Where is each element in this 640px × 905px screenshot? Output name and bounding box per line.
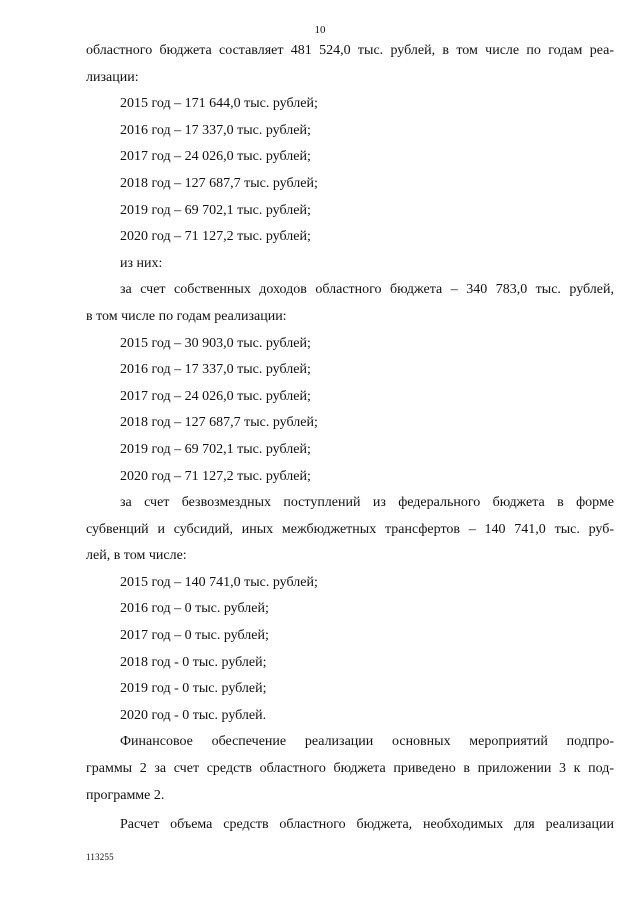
list-item: 2015 год – 30 903,0 тыс. рублей;	[120, 335, 311, 351]
list-item: 2018 год – 127 687,7 тыс. рублей;	[120, 175, 318, 191]
total-by-year-list	[86, 91, 614, 251]
list-item: 2015 год – 140 741,0 тыс. рублей;	[120, 574, 318, 590]
list-item: 2016 год – 17 337,0 тыс. рублей;	[120, 122, 311, 138]
federal-paragraph	[86, 490, 614, 570]
list-item: 2019 год - 0 тыс. рублей;	[120, 681, 267, 697]
text-line: программе 2.	[86, 787, 165, 803]
document-code: 113255	[86, 852, 114, 862]
text-line: в том числе по годам реализации:	[86, 308, 287, 324]
text-line: субвенций и субсидий, иных межбюджетных трансфертов – 140 741,0 тыс. руб-	[86, 521, 614, 537]
own-income-by-year-list	[86, 331, 614, 491]
federal-by-year-list	[86, 570, 614, 730]
calculation-paragraph	[86, 812, 614, 839]
text-line: лизации:	[86, 69, 139, 85]
list-item: 2016 год – 17 337,0 тыс. рублей;	[120, 362, 311, 378]
list-item: 2017 год – 0 тыс. рублей;	[120, 628, 269, 644]
list-item: 2018 год – 127 687,7 тыс. рублей;	[120, 415, 318, 431]
document-body	[86, 38, 614, 839]
text-line: за счет безвозмездных поступлений из федерального бюджета в форме	[120, 495, 614, 511]
text-line: лей, в том числе:	[86, 548, 187, 564]
list-item: 2015 год – 171 644,0 тыс. рублей;	[120, 96, 318, 112]
text-line: за счет собственных доходов областного бюджета – 340 783,0 тыс. рублей,	[120, 282, 614, 298]
list-item: 2017 год – 24 026,0 тыс. рублей;	[120, 149, 311, 165]
list-item: 2017 год – 24 026,0 тыс. рублей;	[120, 388, 311, 404]
financing-paragraph	[86, 729, 614, 809]
list-item: 2016 год – 0 тыс. рублей;	[120, 601, 269, 617]
text-line: областного бюджета составляет 481 524,0 тыс. рублей, в том числе по годам реа-	[86, 43, 614, 58]
list-item: 2020 год - 0 тыс. рублей.	[120, 707, 267, 723]
list-item: 2019 год – 69 702,1 тыс. рублей;	[120, 202, 311, 218]
list-item: 2020 год – 71 127,2 тыс. рублей;	[120, 229, 311, 245]
list-item: 2020 год – 71 127,2 тыс. рублей;	[120, 468, 311, 484]
text-line: Расчет объема средств областного бюджета, необходимых для реализации	[120, 817, 614, 833]
text-line: граммы 2 за счет средств областного бюджета приведено в приложении 3 к под-	[86, 761, 614, 777]
list-item: 2019 год – 69 702,1 тыс. рублей;	[120, 441, 311, 457]
own-income-paragraph	[86, 277, 614, 330]
intro-paragraph	[86, 38, 614, 91]
of-them-label: из них:	[120, 255, 163, 271]
list-item: 2018 год - 0 тыс. рублей;	[120, 654, 267, 670]
text-line: Финансовое обеспечение реализации основных мероприятий подпро-	[120, 734, 614, 750]
page-number: 10	[314, 24, 326, 36]
